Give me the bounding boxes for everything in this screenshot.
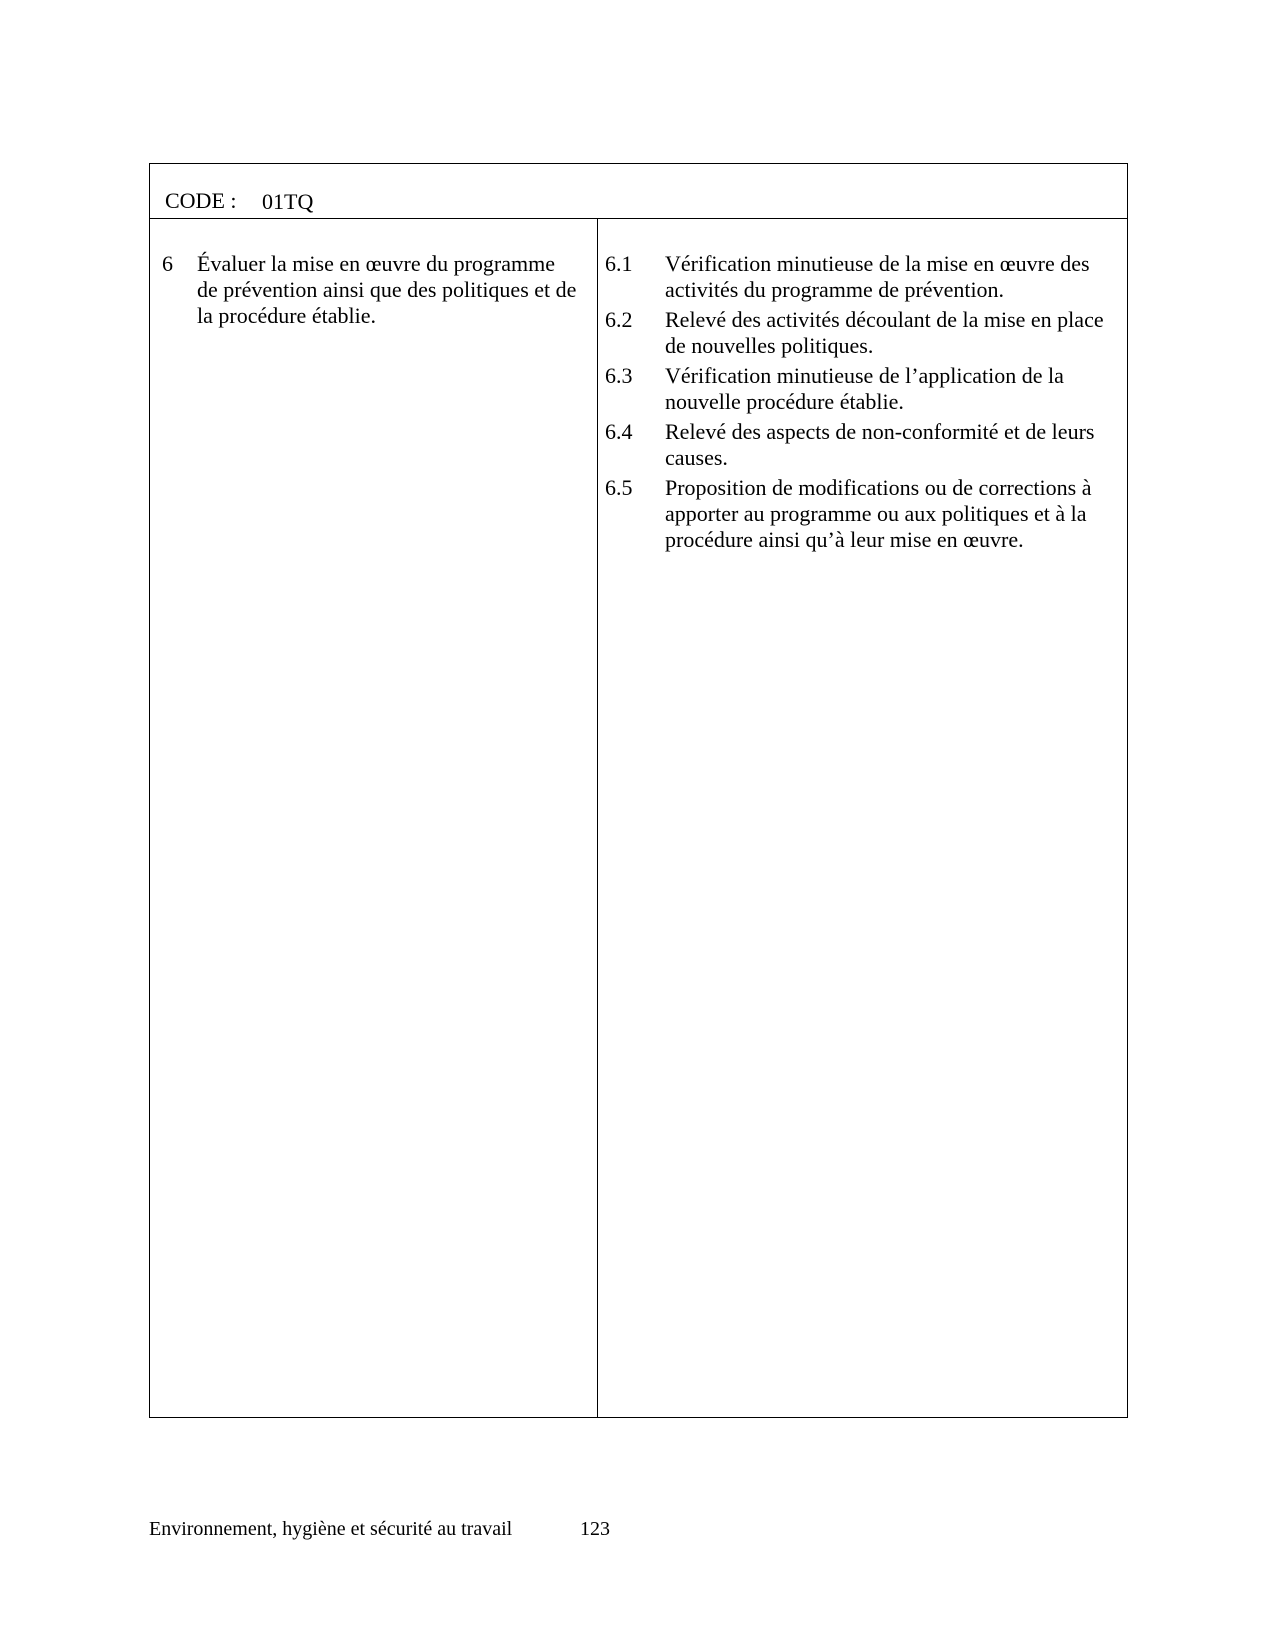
criterion-item	[605, 475, 1115, 553]
criterion-text: Vérification minutieuse de la mise en œuvre des activités du programme de prévention.	[665, 251, 1090, 302]
code-row	[150, 164, 1127, 219]
criterion-item	[605, 363, 1115, 415]
criterion-item	[605, 251, 1115, 303]
competency-item	[162, 251, 582, 329]
code-value: 01TQ	[262, 189, 314, 214]
criterion-number: 6.1	[605, 251, 633, 276]
criteria-list	[605, 251, 1115, 557]
competency-table	[149, 163, 1128, 1418]
criterion-item	[605, 419, 1115, 471]
criterion-number: 6.3	[605, 363, 633, 388]
criterion-text: Relevé des activités découlant de la mise en place de nouvelles politiques.	[665, 307, 1104, 358]
page-number: 123	[580, 1518, 610, 1540]
competency-number: 6	[162, 251, 173, 276]
criterion-item	[605, 307, 1115, 359]
criterion-text: Proposition de modifications ou de corrections à apporter au programme ou aux politiques et à la procédure ainsi qu’à leur mise en œuvre.	[665, 475, 1092, 552]
criterion-text: Relevé des aspects de non-conformité et de leurs causes.	[665, 419, 1095, 470]
criterion-number: 6.5	[605, 475, 633, 500]
code-label: CODE :	[165, 188, 237, 213]
criterion-number: 6.4	[605, 419, 633, 444]
column-divider	[597, 219, 598, 1417]
criterion-number: 6.2	[605, 307, 633, 332]
competency-text: Évaluer la mise en œuvre du programme de prévention ainsi que des politiques et de la procédure établie.	[197, 251, 577, 328]
criterion-text: Vérification minutieuse de l’application de la nouvelle procédure établie.	[665, 363, 1064, 414]
footer-title: Environnement, hygiène et sécurité au travail	[149, 1518, 513, 1540]
